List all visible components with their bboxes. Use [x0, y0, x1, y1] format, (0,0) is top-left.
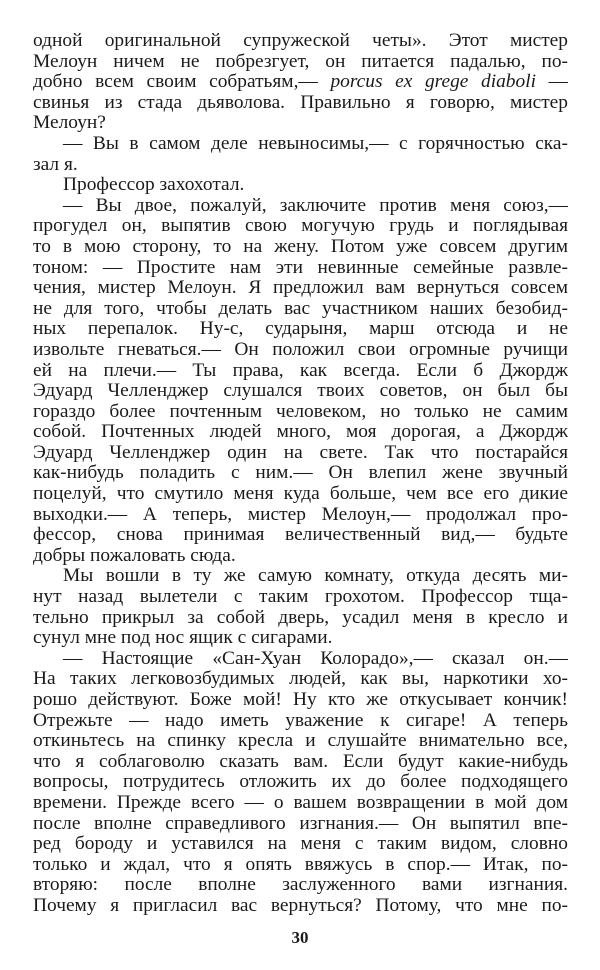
text-line: времени. Прежде всего — о вашем возвращении в мой дом: [33, 792, 568, 813]
page-number: 30: [291, 928, 309, 947]
text-line: фессор, снова принимая величественный вид,— будьте: [33, 525, 568, 546]
text-line: — Вы двое, пожалуй, заключите против меня союз,—: [63, 195, 568, 216]
text-line: нут назад вылетели с таким грохотом. Профессор тща-: [33, 587, 568, 608]
text-line: гораздо более почтенным человеком, но только не самим: [33, 401, 568, 422]
text-line: ред бороду и уставился на меня с таким видом, словно: [33, 834, 568, 855]
text-line: Профессор захохотал.: [63, 175, 245, 196]
text-line: что я соблаговолю сказать вам. Если будут какие-нибудь: [33, 751, 568, 772]
text-line: ей на плечи.— Ты права, как всегда. Если б Джордж: [33, 360, 568, 381]
text-line: только и ждал, что я опять ввяжусь в спор.— Итак, по-: [33, 854, 568, 875]
text-line: свинья из стада дьяволова. Правильно я говорю, мистер: [33, 92, 568, 113]
text-line: откиньтесь на спинку кресла и слушайте внимательно все,: [33, 731, 568, 752]
text-line: зал я.: [33, 154, 78, 175]
text-line: поцелуй, что смутило меня куда больше, чем все его дикие: [33, 484, 568, 505]
text-line: — Настоящие «Сан-Хуан Колорадо»,— сказал он.—: [63, 648, 568, 669]
text-line: прогудел он, выпятив свою могучую грудь и поглядывая: [33, 216, 568, 237]
text-line: вопросы, потрудитесь отложить их до более подходящего: [33, 772, 568, 793]
text-line: то в мою сторону, то на жену. Потом уже совсем другим: [33, 236, 568, 257]
text-line: На таких легковозбудимых людей, как вы, наркотики хо-: [33, 669, 568, 690]
latin-phrase: porcus ex grege diaboli: [330, 72, 536, 93]
text-line: не для того, чтобы делать вас участником наших безобид-: [33, 298, 568, 319]
text-line: рошо действуют. Боже мой! Ну кто же откусывает кончик!: [33, 690, 568, 710]
text-line: добно всем своим собратьям,— porcus ex grege diaboli —: [33, 72, 568, 93]
text-line: Эдуард Челленджер один на свете. Так что постарайся: [33, 442, 568, 463]
text-line: Эдуард Челленджер слушался твоих советов, он был бы: [33, 381, 568, 402]
text-line: ных перепалок. Ну-с, сударыня, марш отсюда и не: [33, 319, 568, 340]
text-line: Почему я пригласил вас вернуться? Потому, что мне по-: [33, 895, 568, 916]
text-line: чения, мистер Мелоун. Я предложил вам вернуться совсем: [33, 278, 568, 299]
text-line: — Вы в самом деле невыносимы,— с горячностью ска-: [63, 133, 568, 154]
text-line: сунул мне под нос ящик с сигарами.: [33, 628, 333, 649]
text-line: тельно прикрыл за собой дверь, усадил меня в кресло и: [33, 607, 568, 628]
page-body: [33, 31, 568, 916]
text-line: одной оригинальной супружеской четы». Этот мистер: [33, 31, 568, 51]
text-line: добры пожаловать сюда.: [33, 545, 236, 566]
text-line: извольте гневаться.— Он положил свои огромные ручищи: [33, 339, 568, 360]
text-line: Мелоун ничем не побрезгует, он питается падалью, по-: [33, 51, 568, 72]
text-line: после вполне справедливого изгнания.— Он выпятил впе-: [33, 813, 568, 834]
text-line: Мелоун?: [33, 113, 106, 134]
text-line: Мы вошли в ту же самую комнату, откуда десять ми-: [63, 566, 568, 587]
text-line: Отрежьте — надо иметь уважение к сигаре! А теперь: [33, 710, 568, 731]
text-line: как-нибудь поладить с ним.— Он влепил жене звучный: [33, 463, 568, 484]
text-line: вторяю: после вполне заслуженного вами изгнания.: [33, 875, 568, 896]
text-line: тоном: — Простите нам эти невинные семейные развле-: [33, 257, 568, 278]
text-line: собой. Почтенных людей много, моя дорогая, а Джордж: [33, 422, 568, 443]
text-line: выходки.— А теперь, мистер Мелоун,— продолжал про-: [33, 504, 568, 525]
